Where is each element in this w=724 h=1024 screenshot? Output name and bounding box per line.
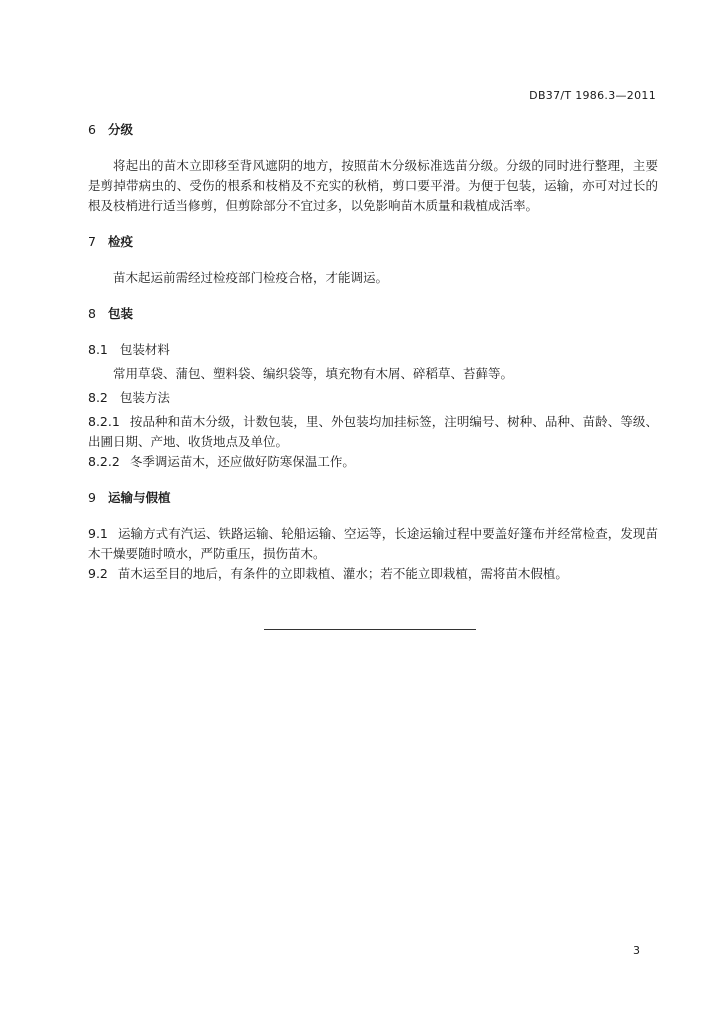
section-number: 6 [88, 122, 96, 137]
section-7-paragraph: 苗木起运前需经过检疫部门检疫合格，才能调运。 [113, 270, 389, 285]
clause-9-1 [88, 524, 658, 564]
clause-text: 按品种和苗木分级，计数包装，里、外包装均加挂标签，注明编号、树种、品种、苗龄、等级、出圃日期、产地、收货地点及单位。 [88, 414, 658, 449]
clause-text: 运输方式有汽运、铁路运输、轮船运输、空运等，长途运输过程中要盖好篷布并经常检查，发现苗木干燥要随时喷水，严防重压，损伤苗木。 [88, 526, 658, 561]
section-title: 检疫 [107, 234, 133, 249]
clause-number: 9.1 [88, 526, 108, 541]
document-body [88, 120, 658, 584]
clause-text: 冬季调运苗木，还应做好防寒保温工作。 [129, 454, 355, 469]
clause-8-2-2 [88, 452, 658, 472]
subsection-number: 8.2 [88, 390, 108, 405]
section-title: 分级 [107, 122, 133, 137]
section-7-heading [88, 232, 658, 252]
section-9-heading [88, 488, 658, 508]
end-of-document-rule [264, 629, 476, 630]
clause-8-2-1 [88, 412, 658, 452]
section-title: 运输与假植 [107, 490, 171, 505]
subsection-title: 包装材料 [119, 342, 170, 357]
clause-9-2 [88, 564, 658, 584]
subsection-number: 8.1 [88, 342, 108, 357]
subsection-8-2-heading [88, 388, 658, 408]
section-number: 7 [88, 234, 96, 249]
page-number: 3 [633, 944, 640, 957]
section-number: 8 [88, 306, 96, 321]
document-code-header: DB37/T 1986.3—2011 [529, 89, 656, 102]
section-title: 包装 [107, 306, 133, 321]
clause-number: 8.2.2 [88, 454, 120, 469]
subsection-8-1-paragraph: 常用草袋、蒲包、塑料袋、编织袋等，填充物有木屑、碎稻草、苔藓等。 [113, 366, 514, 381]
clause-number: 9.2 [88, 566, 108, 581]
section-6-heading [88, 120, 658, 140]
clause-number: 8.2.1 [88, 414, 120, 429]
clause-text: 苗木运至目的地后，有条件的立即栽植、灌水；若不能立即栽植，需将苗木假植。 [117, 566, 568, 581]
section-number: 9 [88, 490, 96, 505]
section-8-heading [88, 304, 658, 324]
section-6-paragraph: 将起出的苗木立即移至背风遮阴的地方，按照苗木分级标准选苗分级。分级的同时进行整理，主要是剪掉带病虫的、受伤的根系和枝梢及不充实的秋梢，剪口要平滑。为便于包装，运输，亦可对过长的根及枝梢进行适当修剪，但剪除部分不宜过多，以免影响苗木质量和栽植成活率。 [88, 158, 658, 213]
subsection-8-1-heading [88, 340, 658, 360]
subsection-title: 包装方法 [119, 390, 170, 405]
